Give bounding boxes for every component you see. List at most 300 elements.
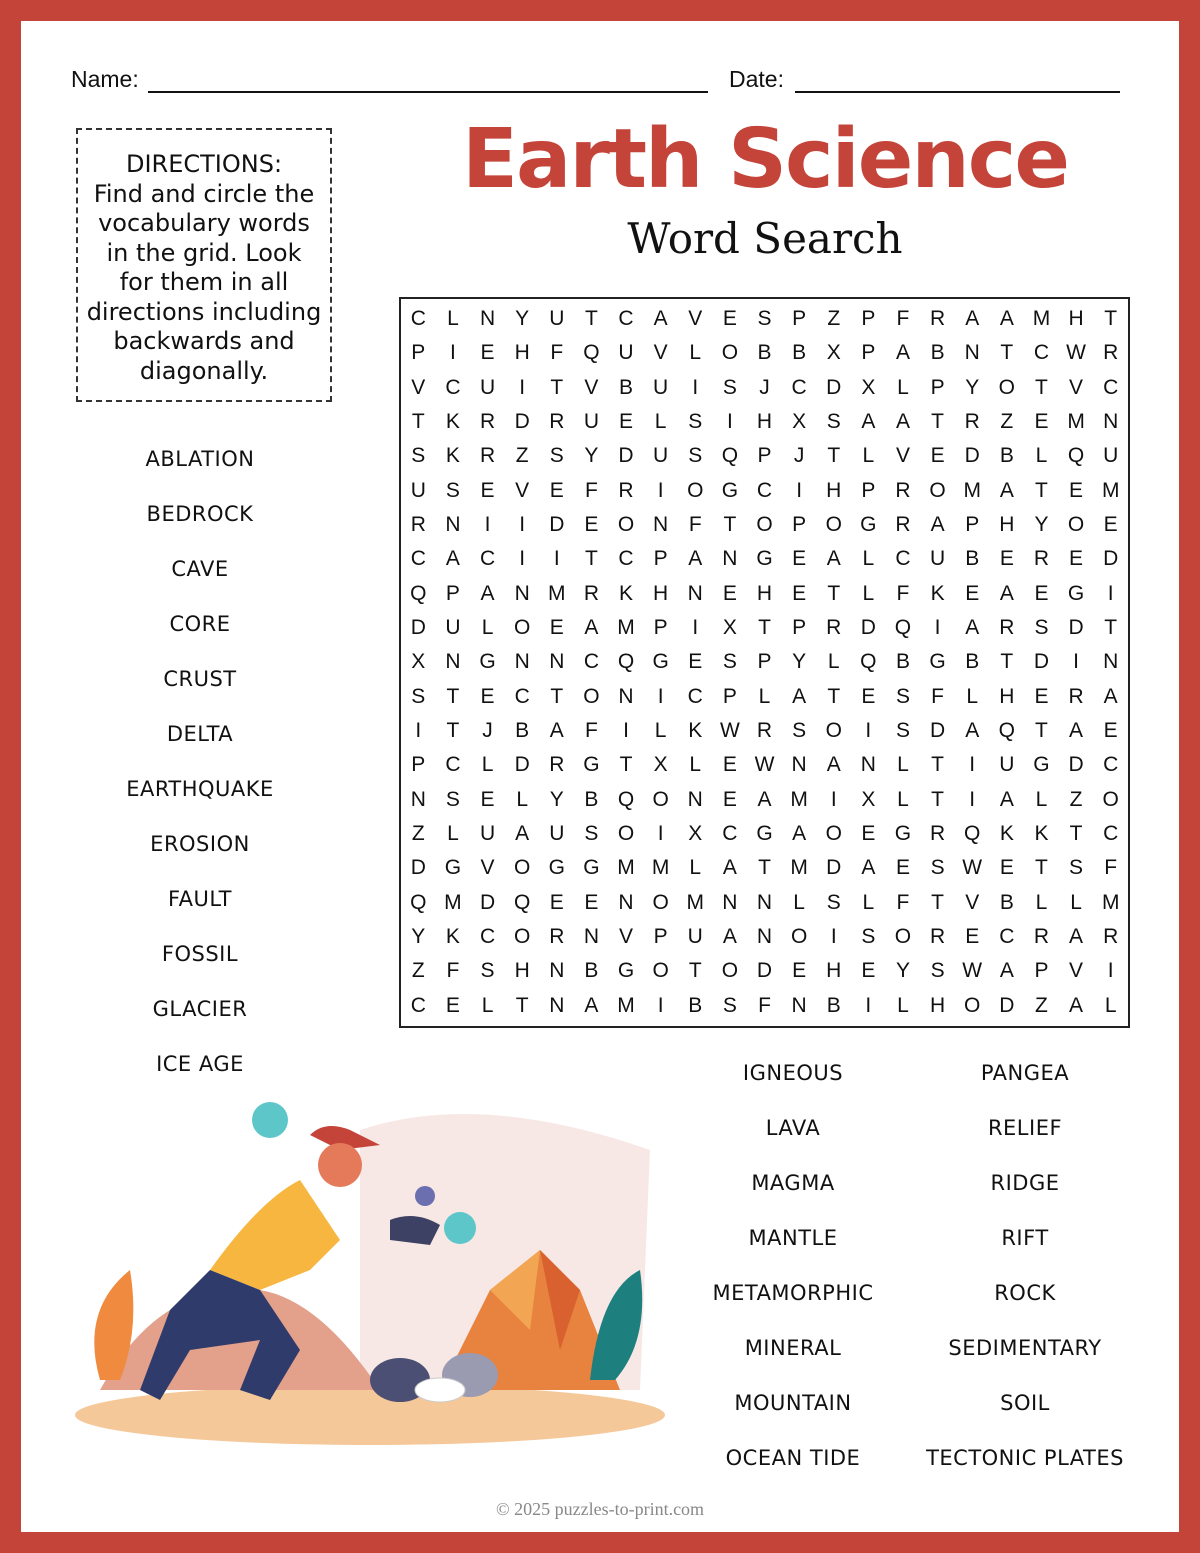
grid-letter[interactable]: A bbox=[722, 856, 737, 880]
grid-letter[interactable]: R bbox=[1068, 684, 1084, 708]
grid-letter[interactable]: W bbox=[962, 959, 983, 983]
grid-letter[interactable]: V bbox=[653, 341, 668, 365]
grid-letter[interactable]: R bbox=[1033, 925, 1050, 949]
grid-letter[interactable]: A bbox=[965, 307, 980, 331]
grid-letter[interactable]: M bbox=[1101, 890, 1120, 914]
grid-letter[interactable]: P bbox=[445, 581, 460, 605]
grid-letter[interactable]: V bbox=[1069, 959, 1084, 983]
grid-letter[interactable]: S bbox=[722, 993, 737, 1017]
grid-letter[interactable]: P bbox=[792, 616, 807, 640]
grid-letter[interactable]: V bbox=[965, 890, 980, 914]
grid-letter[interactable]: T bbox=[1104, 616, 1118, 640]
grid-letter[interactable]: A bbox=[757, 787, 772, 811]
grid-letter[interactable]: C bbox=[722, 822, 738, 846]
grid-letter[interactable]: H bbox=[653, 581, 669, 605]
grid-letter[interactable]: R bbox=[479, 410, 496, 434]
grid-letter[interactable]: S bbox=[584, 822, 599, 846]
grid-letter[interactable]: L bbox=[1035, 787, 1048, 811]
grid-letter[interactable]: E bbox=[480, 684, 495, 708]
grid-letter[interactable]: D bbox=[1068, 753, 1084, 777]
grid-letter[interactable]: N bbox=[514, 581, 530, 605]
grid-letter[interactable]: M bbox=[651, 856, 670, 880]
grid-letter[interactable]: O bbox=[721, 959, 739, 983]
grid-letter[interactable]: R bbox=[895, 478, 911, 502]
grid-letter[interactable]: O bbox=[687, 478, 704, 502]
grid-letter[interactable]: A bbox=[1069, 925, 1084, 949]
grid-letter[interactable]: L bbox=[654, 719, 667, 743]
grid-letter[interactable]: O bbox=[1102, 787, 1119, 811]
grid-letter[interactable]: I bbox=[519, 375, 526, 399]
grid-letter[interactable]: X bbox=[688, 822, 703, 846]
grid-letter[interactable]: T bbox=[1000, 341, 1014, 365]
grid-letter[interactable]: K bbox=[445, 444, 460, 468]
grid-letter[interactable]: E bbox=[480, 478, 495, 502]
grid-letter[interactable]: R bbox=[549, 753, 565, 777]
grid-letter[interactable]: R bbox=[756, 719, 773, 743]
grid-letter[interactable]: D bbox=[479, 890, 496, 914]
grid-letter[interactable]: B bbox=[584, 959, 599, 983]
grid-letter[interactable]: E bbox=[722, 787, 737, 811]
grid-letter[interactable]: U bbox=[687, 925, 703, 949]
grid-letter[interactable]: Z bbox=[1000, 410, 1014, 434]
grid-letter[interactable]: J bbox=[482, 719, 493, 743]
grid-letter[interactable]: D bbox=[999, 993, 1015, 1017]
grid-letter[interactable]: T bbox=[931, 753, 944, 777]
grid-letter[interactable]: C bbox=[999, 925, 1015, 949]
grid-letter[interactable]: G bbox=[479, 650, 496, 674]
grid-letter[interactable]: E bbox=[965, 925, 980, 949]
grid-letter[interactable]: O bbox=[964, 993, 981, 1017]
grid-letter[interactable]: I bbox=[726, 410, 733, 434]
grid-letter[interactable]: O bbox=[825, 719, 842, 743]
grid-letter[interactable]: S bbox=[549, 444, 564, 468]
grid-letter[interactable]: K bbox=[930, 581, 945, 605]
grid-letter[interactable]: D bbox=[1068, 616, 1084, 640]
grid-letter[interactable]: U bbox=[1103, 444, 1119, 468]
grid-letter[interactable]: E bbox=[584, 890, 599, 914]
grid-letter[interactable]: F bbox=[550, 341, 564, 365]
grid-letter[interactable]: D bbox=[618, 444, 634, 468]
grid-letter[interactable]: E bbox=[1069, 478, 1084, 502]
grid-letter[interactable]: L bbox=[758, 684, 771, 708]
grid-letter[interactable]: E bbox=[688, 650, 703, 674]
grid-letter[interactable]: S bbox=[445, 787, 460, 811]
grid-letter[interactable]: T bbox=[550, 684, 564, 708]
grid-letter[interactable]: A bbox=[792, 684, 807, 708]
grid-letter[interactable]: L bbox=[897, 753, 909, 777]
grid-letter[interactable]: P bbox=[757, 444, 772, 468]
grid-letter[interactable]: A bbox=[999, 787, 1014, 811]
grid-letter[interactable]: I bbox=[865, 993, 872, 1017]
grid-letter[interactable]: H bbox=[826, 959, 842, 983]
grid-letter[interactable]: X bbox=[653, 753, 668, 777]
grid-letter[interactable]: B bbox=[999, 890, 1014, 914]
grid-letter[interactable]: S bbox=[826, 410, 841, 434]
grid-letter[interactable]: G bbox=[548, 856, 565, 880]
grid-letter[interactable]: S bbox=[445, 478, 460, 502]
grid-letter[interactable]: A bbox=[792, 822, 807, 846]
grid-letter[interactable]: T bbox=[411, 410, 425, 434]
grid-letter[interactable]: C bbox=[514, 684, 530, 708]
grid-letter[interactable]: M bbox=[790, 787, 808, 811]
grid-letter[interactable]: T bbox=[584, 307, 598, 331]
grid-letter[interactable]: U bbox=[930, 547, 946, 571]
grid-letter[interactable]: H bbox=[514, 959, 530, 983]
grid-letter[interactable]: D bbox=[549, 513, 565, 537]
grid-letter[interactable]: C bbox=[479, 547, 496, 571]
grid-letter[interactable]: Y bbox=[411, 925, 426, 949]
grid-letter[interactable]: Q bbox=[894, 616, 912, 640]
grid-letter[interactable]: C bbox=[618, 307, 634, 331]
grid-letter[interactable]: T bbox=[1000, 650, 1014, 674]
grid-letter[interactable]: B bbox=[826, 993, 841, 1017]
grid-letter[interactable]: L bbox=[897, 787, 909, 811]
grid-letter[interactable]: Z bbox=[411, 822, 425, 846]
grid-letter[interactable]: F bbox=[931, 684, 944, 708]
grid-letter[interactable]: L bbox=[862, 890, 875, 914]
grid-letter[interactable]: A bbox=[445, 547, 460, 571]
grid-letter[interactable]: G bbox=[617, 959, 635, 983]
grid-letter[interactable]: Z bbox=[1069, 787, 1083, 811]
grid-letter[interactable]: U bbox=[653, 444, 669, 468]
grid-letter[interactable]: A bbox=[480, 581, 495, 605]
grid-letter[interactable]: G bbox=[929, 650, 946, 674]
grid-letter[interactable]: L bbox=[481, 753, 494, 777]
grid-letter[interactable]: P bbox=[722, 684, 737, 708]
grid-letter[interactable]: I bbox=[865, 719, 872, 743]
grid-letter[interactable]: V bbox=[1069, 375, 1084, 399]
grid-letter[interactable]: P bbox=[757, 650, 772, 674]
grid-letter[interactable]: I bbox=[969, 753, 976, 777]
grid-letter[interactable]: G bbox=[1033, 753, 1050, 777]
grid-letter[interactable]: F bbox=[758, 993, 771, 1017]
grid-letter[interactable]: T bbox=[584, 547, 598, 571]
grid-letter[interactable]: B bbox=[688, 993, 703, 1017]
grid-letter[interactable]: E bbox=[999, 856, 1014, 880]
grid-letter[interactable]: D bbox=[1033, 650, 1050, 674]
grid-letter[interactable]: T bbox=[619, 753, 633, 777]
grid-letter[interactable]: A bbox=[930, 513, 945, 537]
grid-letter[interactable]: I bbox=[969, 787, 976, 811]
grid-letter[interactable]: N bbox=[479, 307, 496, 331]
grid-letter[interactable]: X bbox=[861, 375, 876, 399]
grid-letter[interactable]: B bbox=[515, 719, 530, 743]
grid-letter[interactable]: P bbox=[965, 513, 980, 537]
grid-letter[interactable]: N bbox=[583, 925, 599, 949]
grid-letter[interactable]: S bbox=[688, 444, 703, 468]
grid-letter[interactable]: I bbox=[519, 547, 526, 571]
grid-letter[interactable]: P bbox=[653, 925, 668, 949]
grid-letter[interactable]: A bbox=[999, 307, 1014, 331]
grid-letter[interactable]: H bbox=[999, 513, 1015, 537]
grid-letter[interactable]: M bbox=[1032, 307, 1051, 331]
grid-letter[interactable]: L bbox=[862, 581, 875, 605]
grid-letter[interactable]: S bbox=[895, 684, 910, 708]
grid-letter[interactable]: T bbox=[1035, 719, 1048, 743]
grid-letter[interactable]: Q bbox=[964, 822, 981, 846]
grid-letter[interactable]: O bbox=[513, 856, 531, 880]
grid-letter[interactable]: L bbox=[862, 444, 875, 468]
grid-letter[interactable]: L bbox=[447, 307, 459, 331]
grid-letter[interactable]: F bbox=[446, 959, 460, 983]
grid-letter[interactable]: C bbox=[1103, 753, 1119, 777]
grid-letter[interactable]: L bbox=[1035, 444, 1048, 468]
grid-letter[interactable]: L bbox=[447, 822, 459, 846]
grid-letter[interactable]: P bbox=[653, 547, 668, 571]
grid-letter[interactable]: N bbox=[1103, 650, 1119, 674]
grid-letter[interactable]: N bbox=[445, 650, 461, 674]
grid-letter[interactable]: C bbox=[1103, 822, 1119, 846]
grid-letter[interactable]: E bbox=[722, 753, 737, 777]
grid-letter[interactable]: K bbox=[688, 719, 703, 743]
grid-letter[interactable]: G bbox=[1067, 581, 1085, 605]
grid-letter[interactable]: C bbox=[410, 307, 426, 331]
grid-letter[interactable]: N bbox=[549, 959, 565, 983]
grid-letter[interactable]: R bbox=[1033, 547, 1050, 571]
grid-letter[interactable]: D bbox=[756, 959, 773, 983]
grid-letter[interactable]: W bbox=[719, 719, 740, 743]
grid-letter[interactable]: N bbox=[722, 890, 738, 914]
date-line[interactable] bbox=[795, 91, 1120, 93]
grid-letter[interactable]: D bbox=[410, 616, 426, 640]
grid-letter[interactable]: M bbox=[1067, 410, 1085, 434]
grid-letter[interactable]: P bbox=[792, 513, 807, 537]
grid-letter[interactable]: I bbox=[830, 787, 837, 811]
grid-letter[interactable]: I bbox=[657, 684, 664, 708]
grid-letter[interactable]: L bbox=[654, 410, 667, 434]
grid-letter[interactable]: T bbox=[550, 375, 564, 399]
grid-letter[interactable]: C bbox=[583, 650, 599, 674]
grid-letter[interactable]: T bbox=[758, 616, 771, 640]
grid-letter[interactable]: N bbox=[791, 993, 807, 1017]
grid-letter[interactable]: G bbox=[444, 856, 462, 880]
grid-letter[interactable]: G bbox=[721, 478, 739, 502]
grid-letter[interactable]: X bbox=[792, 410, 807, 434]
grid-letter[interactable]: A bbox=[549, 719, 564, 743]
grid-letter[interactable]: A bbox=[861, 856, 876, 880]
grid-letter[interactable]: E bbox=[722, 581, 737, 605]
grid-letter[interactable]: R bbox=[826, 616, 842, 640]
grid-letter[interactable]: E bbox=[1103, 513, 1118, 537]
grid-letter[interactable]: R bbox=[964, 410, 980, 434]
grid-letter[interactable]: E bbox=[549, 616, 564, 640]
grid-letter[interactable]: A bbox=[584, 616, 599, 640]
grid-letter[interactable]: S bbox=[480, 959, 495, 983]
grid-letter[interactable]: J bbox=[759, 375, 770, 399]
grid-letter[interactable]: S bbox=[792, 719, 807, 743]
grid-letter[interactable]: H bbox=[756, 581, 773, 605]
grid-letter[interactable]: T bbox=[446, 719, 460, 743]
grid-letter[interactable]: Q bbox=[617, 650, 635, 674]
grid-letter[interactable]: N bbox=[549, 650, 565, 674]
grid-letter[interactable]: R bbox=[930, 822, 946, 846]
grid-letter[interactable]: P bbox=[930, 375, 945, 399]
grid-letter[interactable]: B bbox=[999, 444, 1014, 468]
grid-letter[interactable]: D bbox=[1103, 547, 1119, 571]
grid-letter[interactable]: L bbox=[481, 993, 494, 1017]
grid-letter[interactable]: A bbox=[826, 547, 841, 571]
grid-letter[interactable]: T bbox=[1035, 478, 1048, 502]
grid-letter[interactable]: T bbox=[723, 513, 737, 537]
grid-letter[interactable]: R bbox=[1103, 925, 1119, 949]
grid-letter[interactable]: M bbox=[548, 581, 566, 605]
grid-letter[interactable]: Q bbox=[513, 890, 531, 914]
grid-letter[interactable]: I bbox=[1073, 650, 1079, 674]
grid-letter[interactable]: T bbox=[931, 410, 944, 434]
grid-letter[interactable]: R bbox=[895, 513, 911, 537]
grid-letter[interactable]: E bbox=[965, 581, 980, 605]
grid-letter[interactable]: C bbox=[1103, 375, 1119, 399]
grid-letter[interactable]: P bbox=[1034, 959, 1049, 983]
grid-letter[interactable]: L bbox=[1035, 890, 1048, 914]
grid-letter[interactable]: B bbox=[792, 341, 807, 365]
grid-letter[interactable]: O bbox=[652, 787, 669, 811]
grid-letter[interactable]: P bbox=[653, 616, 668, 640]
grid-letter[interactable]: E bbox=[792, 547, 807, 571]
grid-letter[interactable]: D bbox=[860, 616, 876, 640]
grid-letter[interactable]: I bbox=[623, 719, 629, 743]
grid-letter[interactable]: C bbox=[618, 547, 634, 571]
grid-letter[interactable]: N bbox=[687, 787, 703, 811]
grid-letter[interactable]: U bbox=[445, 616, 461, 640]
grid-letter[interactable]: L bbox=[897, 993, 909, 1017]
grid-letter[interactable]: L bbox=[862, 547, 875, 571]
grid-letter[interactable]: N bbox=[514, 650, 530, 674]
grid-letter[interactable]: O bbox=[825, 513, 842, 537]
grid-letter[interactable]: L bbox=[516, 787, 528, 811]
grid-letter[interactable]: O bbox=[790, 925, 808, 949]
grid-letter[interactable]: U bbox=[618, 341, 634, 365]
grid-letter[interactable]: L bbox=[1070, 890, 1082, 914]
grid-letter[interactable]: T bbox=[827, 444, 841, 468]
grid-letter[interactable]: N bbox=[687, 581, 703, 605]
grid-letter[interactable]: O bbox=[617, 513, 635, 537]
grid-letter[interactable]: J bbox=[793, 444, 805, 468]
grid-letter[interactable]: G bbox=[583, 856, 600, 880]
grid-letter[interactable]: L bbox=[966, 684, 979, 708]
grid-letter[interactable]: I bbox=[553, 547, 560, 571]
grid-letter[interactable]: O bbox=[894, 925, 912, 949]
grid-letter[interactable]: Z bbox=[515, 444, 529, 468]
grid-letter[interactable]: W bbox=[1066, 341, 1086, 365]
grid-letter[interactable]: E bbox=[1103, 719, 1118, 743]
grid-letter[interactable]: V bbox=[688, 307, 703, 331]
grid-letter[interactable]: H bbox=[999, 684, 1015, 708]
grid-letter[interactable]: B bbox=[619, 375, 634, 399]
grid-letter[interactable]: E bbox=[1034, 410, 1049, 434]
grid-letter[interactable]: P bbox=[861, 341, 876, 365]
grid-letter[interactable]: D bbox=[410, 856, 426, 880]
grid-letter[interactable]: F bbox=[584, 719, 598, 743]
grid-letter[interactable]: U bbox=[479, 822, 496, 846]
grid-letter[interactable]: K bbox=[999, 822, 1014, 846]
grid-letter[interactable]: N bbox=[791, 753, 807, 777]
grid-letter[interactable]: I bbox=[657, 822, 664, 846]
grid-letter[interactable]: I bbox=[450, 341, 456, 365]
grid-letter[interactable]: V bbox=[619, 925, 634, 949]
grid-letter[interactable]: L bbox=[481, 616, 494, 640]
grid-letter[interactable]: W bbox=[754, 753, 775, 777]
grid-letter[interactable]: L bbox=[827, 650, 840, 674]
grid-letter[interactable]: O bbox=[652, 959, 669, 983]
grid-letter[interactable]: C bbox=[687, 684, 703, 708]
grid-letter[interactable]: D bbox=[826, 375, 842, 399]
grid-letter[interactable]: H bbox=[1068, 307, 1084, 331]
grid-letter[interactable]: A bbox=[999, 478, 1014, 502]
grid-letter[interactable]: F bbox=[896, 890, 910, 914]
grid-letter[interactable]: Y bbox=[584, 444, 599, 468]
grid-letter[interactable]: R bbox=[479, 444, 496, 468]
grid-letter[interactable]: U bbox=[410, 478, 426, 502]
grid-letter[interactable]: T bbox=[1035, 375, 1048, 399]
grid-letter[interactable]: X bbox=[826, 341, 841, 365]
grid-letter[interactable]: G bbox=[756, 822, 773, 846]
grid-letter[interactable]: A bbox=[999, 581, 1014, 605]
grid-letter[interactable]: T bbox=[688, 959, 702, 983]
grid-letter[interactable]: U bbox=[583, 410, 599, 434]
grid-letter[interactable]: P bbox=[861, 307, 876, 331]
grid-letter[interactable]: A bbox=[965, 719, 980, 743]
letter-grid[interactable] bbox=[399, 297, 1130, 1028]
grid-letter[interactable]: E bbox=[861, 959, 876, 983]
grid-letter[interactable]: L bbox=[897, 375, 909, 399]
grid-letter[interactable]: I bbox=[657, 478, 664, 502]
grid-letter[interactable]: E bbox=[861, 684, 876, 708]
grid-letter[interactable]: T bbox=[931, 890, 944, 914]
grid-letter[interactable]: N bbox=[653, 513, 669, 537]
grid-letter[interactable]: Z bbox=[411, 959, 425, 983]
grid-letter[interactable]: Y bbox=[515, 307, 530, 331]
grid-letter[interactable]: M bbox=[617, 856, 635, 880]
grid-letter[interactable]: D bbox=[964, 444, 980, 468]
grid-letter[interactable]: O bbox=[1067, 513, 1085, 537]
grid-letter[interactable]: M bbox=[1101, 478, 1120, 502]
grid-letter[interactable]: F bbox=[1104, 856, 1118, 880]
grid-letter[interactable]: C bbox=[756, 478, 773, 502]
grid-letter[interactable]: A bbox=[826, 753, 841, 777]
grid-letter[interactable]: I bbox=[830, 925, 837, 949]
grid-letter[interactable]: C bbox=[445, 753, 461, 777]
grid-letter[interactable]: U bbox=[999, 753, 1015, 777]
grid-letter[interactable]: R bbox=[583, 581, 599, 605]
grid-letter[interactable]: I bbox=[657, 993, 664, 1017]
grid-letter[interactable]: S bbox=[861, 925, 876, 949]
grid-letter[interactable]: T bbox=[1069, 822, 1083, 846]
grid-letter[interactable]: V bbox=[515, 478, 530, 502]
grid-letter[interactable]: M bbox=[790, 856, 808, 880]
grid-letter[interactable]: M bbox=[444, 890, 462, 914]
grid-letter[interactable]: A bbox=[1069, 993, 1084, 1017]
grid-letter[interactable]: F bbox=[584, 478, 598, 502]
grid-letter[interactable]: G bbox=[756, 547, 773, 571]
grid-letter[interactable]: Y bbox=[549, 787, 564, 811]
grid-letter[interactable]: T bbox=[827, 581, 841, 605]
grid-letter[interactable]: S bbox=[1069, 856, 1084, 880]
grid-letter[interactable]: T bbox=[1035, 856, 1048, 880]
grid-letter[interactable]: A bbox=[999, 959, 1014, 983]
grid-letter[interactable]: R bbox=[549, 925, 565, 949]
grid-letter[interactable]: Z bbox=[827, 307, 841, 331]
grid-letter[interactable]: O bbox=[721, 341, 739, 365]
grid-letter[interactable]: F bbox=[896, 581, 910, 605]
grid-letter[interactable]: G bbox=[652, 650, 669, 674]
grid-letter[interactable]: O bbox=[756, 513, 773, 537]
grid-letter[interactable]: B bbox=[965, 650, 980, 674]
grid-letter[interactable]: R bbox=[1103, 341, 1119, 365]
grid-letter[interactable]: N bbox=[1103, 410, 1119, 434]
grid-letter[interactable]: I bbox=[692, 616, 699, 640]
grid-letter[interactable]: A bbox=[861, 410, 876, 434]
